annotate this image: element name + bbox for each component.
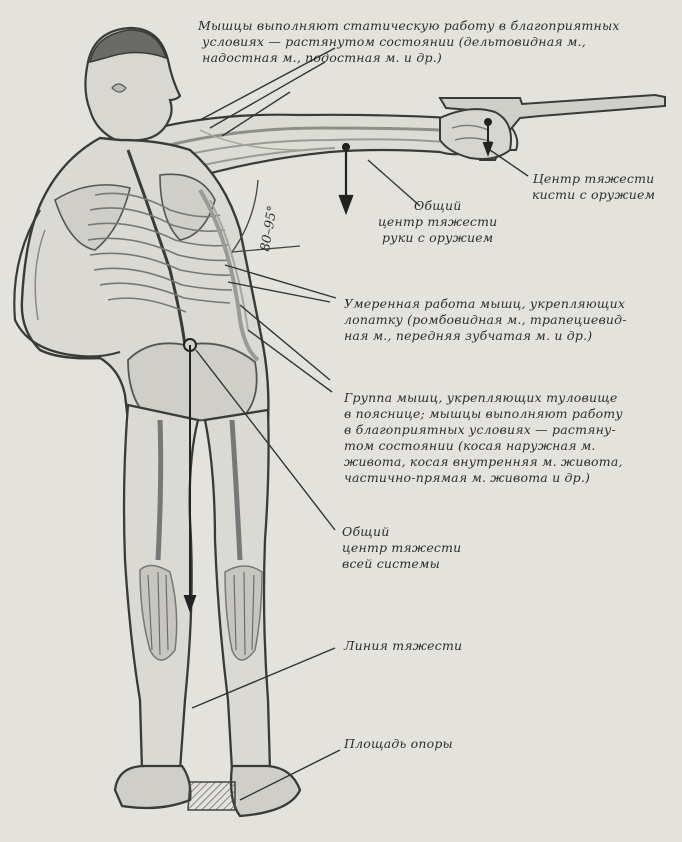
label-static-work: Мышцы выполняют статическую работу в благоприятных условиях — растянутом состоянии (дельтовидная м., надостная м., подостная м. и др.)	[198, 18, 620, 65]
torso	[14, 138, 268, 420]
label-support-area: Площадь опоры	[344, 736, 453, 751]
label-lumbar-group: Группа мышц, укрепляющих туловище в пояснице; мышцы выполняют работу в благоприятных условиях — растяну- том состоянии (косая наружная м. живота, косая внутренняя м. живота, частично-прямая м. живота и др.)	[344, 390, 623, 485]
label-arm-center: Общий центр тяжести руки с оружием	[378, 198, 498, 245]
legs	[115, 405, 300, 816]
label-angle: 80–95°	[258, 204, 281, 253]
support-area	[188, 782, 235, 810]
label-gravity-line: Линия тяжести	[344, 638, 463, 653]
label-system-center: Общий центр тяжести всей системы	[342, 524, 462, 571]
label-hand-center: Центр тяжести кисти с оружием	[532, 171, 656, 202]
head	[85, 28, 180, 142]
label-moderate-work: Умеренная работа мышц, укрепляющих лопатку (ромбовидная м., трапециевид- ная м., передняя зубчатая м. и др.)	[344, 296, 627, 343]
arm-center-arrow	[340, 144, 352, 212]
